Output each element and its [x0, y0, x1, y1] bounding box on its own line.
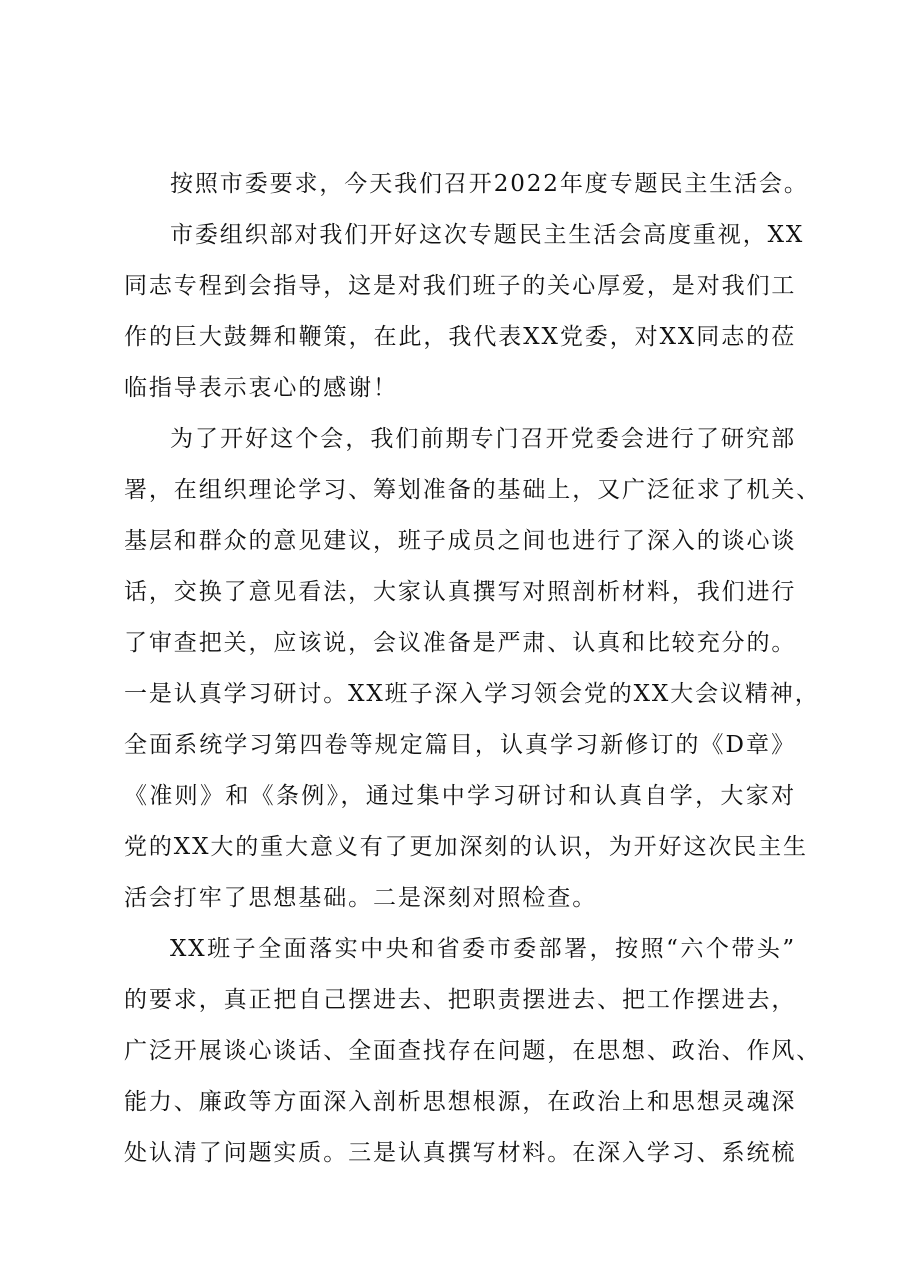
paragraph-2-line-4: 临指导表示衷心的感谢！ [124, 375, 398, 401]
paragraph-3-line-1: 为了开好这个会，我们前期专门召开党委会进行了研究部 [170, 426, 796, 452]
paragraph-3-line-3: 基层和群众的意见建议，班子成员之间也进行了深入的谈心谈 [124, 528, 797, 554]
paragraph-2-line-2: 同志专程到会指导，这是对我们班子的关心厚爱，是对我们工 [124, 273, 797, 299]
paragraph-3-line-2: 署，在组织理论学习、筹划准备的基础上，又广泛征求了机关、 [124, 477, 822, 503]
paragraph-2-line-1: 市委组织部对我们开好这次专题民主生活会高度重视，XX [170, 222, 805, 248]
paragraph-3-line-6: 一是认真学习研讨。XX班子深入学习领会党的XX大会议精神， [124, 681, 820, 707]
paragraph-4-line-5: 处认清了问题实质。三是认真撰写材料。在深入学习、系统梳 [124, 1140, 797, 1166]
paragraph-3-line-4: 话，交换了意见看法，大家认真撰写对照剖析材料，我们进行 [124, 579, 797, 605]
paragraph-3-line-5: 了审查把关，应该说，会议准备是严肃、认真和比较充分的。 [124, 630, 797, 656]
paragraph-3-line-10: 活会打牢了思想基础。二是深刻对照检查。 [124, 885, 598, 911]
paragraph-4-line-4: 能力、廉政等方面深入剖析思想根源，在政治上和思想灵魂深 [124, 1089, 797, 1115]
paragraph-4-line-1: XX班子全面落实中央和省委市委部署，按照“六个带头” [170, 936, 796, 962]
paragraph-4-line-3: 广泛开展谈心谈话、全面查找存在问题，在思想、政治、作风、 [124, 1038, 822, 1064]
paragraph-3-line-9: 党的XX大的重大意义有了更加深刻的认识，为开好这次民主生 [124, 834, 808, 860]
paragraph-2-line-3: 作的巨大鼓舞和鞭策，在此，我代表XX党委，对XX同志的莅 [124, 324, 796, 350]
paragraph-1-line-1: 按照市委要求，今天我们召开2022年度专题民主生活会。 [170, 171, 809, 197]
paragraph-4-line-2: 的要求，真正把自己摆进去、把职责摆进去、把工作摆进去， [124, 987, 797, 1013]
paragraph-3-line-7: 全面系统学习第四卷等规定篇目，认真学习新修订的《D章》 [124, 732, 796, 758]
paragraph-3-line-8: 《准则》和《条例》，通过集中学习研讨和认真自学，大家对 [124, 783, 796, 809]
